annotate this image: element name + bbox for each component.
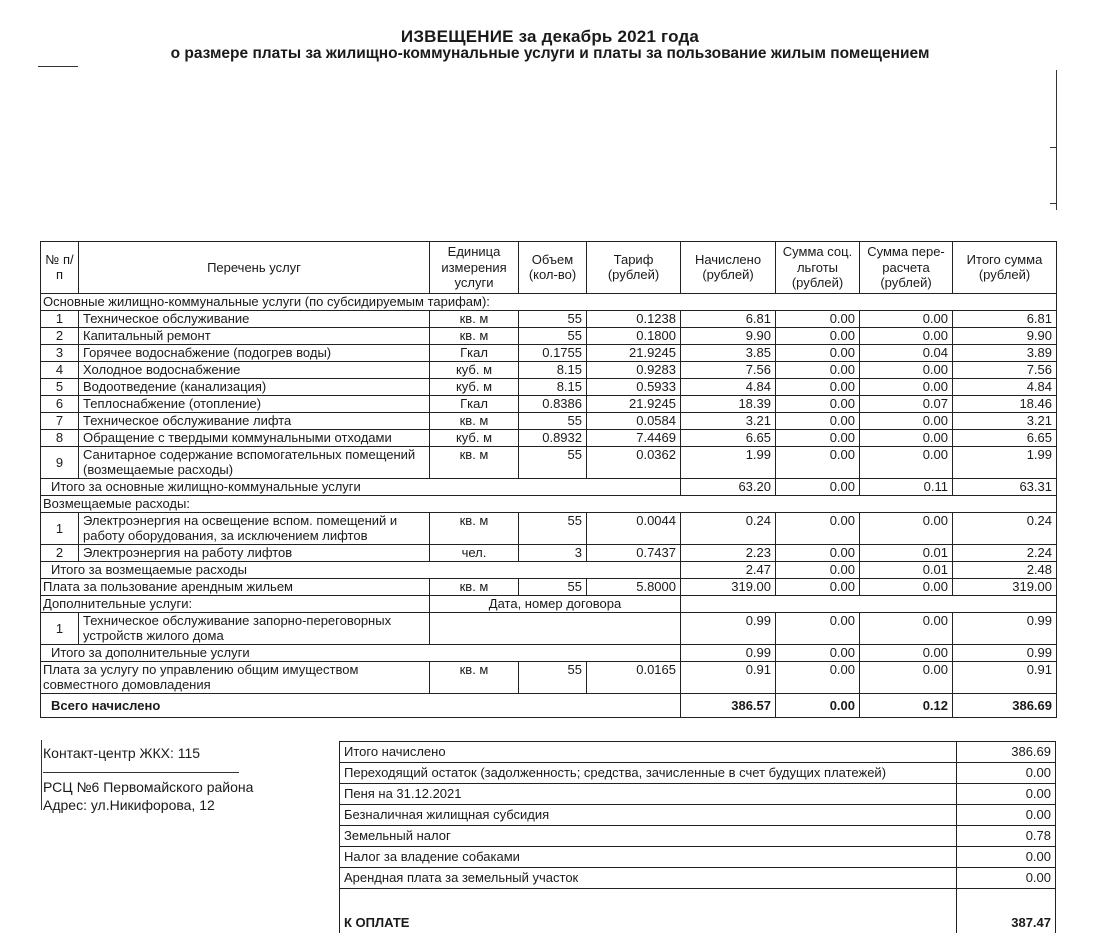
office-name: РСЦ №6 Первомайского района	[43, 779, 254, 795]
grand-total-benefit: 0.00	[776, 693, 860, 717]
row-tariff: 0.9283	[587, 361, 681, 378]
row-unit: кв. м	[430, 327, 519, 344]
subtotal-row	[41, 561, 1057, 578]
row-no: 7	[41, 412, 79, 429]
row-charged: 0.99	[681, 612, 776, 644]
row-charged: 0.24	[681, 512, 776, 544]
row-total: 4.84	[953, 378, 1057, 395]
row-service: Электроэнергия на освещение вспом. помещений и работу оборудования, за исключением лифтов	[79, 512, 430, 544]
summary-label: Земельный налог	[340, 826, 957, 847]
row-recalc: 0.00	[860, 310, 953, 327]
row-volume: 8.15	[519, 361, 587, 378]
row-no: 2	[41, 544, 79, 561]
contacts-block	[43, 744, 253, 814]
table-row	[41, 544, 1057, 561]
document-subtitle: о размере платы за жилищно-коммунальные услуги и платы за пользование жилым помещением	[170, 45, 930, 62]
margin-tick	[1050, 203, 1056, 204]
row-tariff: 7.4469	[587, 429, 681, 446]
section-row	[41, 495, 1057, 512]
services-table	[40, 241, 1057, 718]
row-total: 7.56	[953, 361, 1057, 378]
col-header-volume: Объем (кол-во)	[519, 242, 587, 294]
document-title: ИЗВЕЩЕНИЕ за декабрь 2021 года	[400, 27, 700, 46]
row-no: 6	[41, 395, 79, 412]
row-no: 4	[41, 361, 79, 378]
row-service: Санитарное содержание вспомогательных помещений (возмещаемые расходы)	[79, 446, 430, 478]
row-unit: Гкал	[430, 344, 519, 361]
subtotal-label: Итого за возмещаемые расходы	[41, 561, 681, 578]
row-recalc: 0.00	[860, 578, 953, 595]
summary-label: Безналичная жилищная субсидия	[340, 805, 957, 826]
col-header-charged: Начислено (рублей)	[681, 242, 776, 294]
section-row	[41, 595, 1057, 612]
margin-tick	[1050, 147, 1056, 148]
row-charged: 3.21	[681, 412, 776, 429]
col-header-unit: Единица измерения услуги	[430, 242, 519, 294]
col-header-benefit: Сумма соц. льготы (рублей)	[776, 242, 860, 294]
row-recalc: 0.07	[860, 395, 953, 412]
row-no: 5	[41, 378, 79, 395]
row-unit: кв. м	[430, 661, 519, 693]
row-recalc: 0.00	[860, 446, 953, 478]
row-tariff: 0.0044	[587, 512, 681, 544]
row-benefit: 0.00	[776, 344, 860, 361]
subtotal-benefit: 0.00	[776, 644, 860, 661]
row-recalc: 0.00	[860, 661, 953, 693]
row-volume: 55	[519, 512, 587, 544]
row-volume: 8.15	[519, 378, 587, 395]
row-charged: 6.65	[681, 429, 776, 446]
col-header-no: № п/п	[41, 242, 79, 294]
row-service: Холодное водоснабжение	[79, 361, 430, 378]
summary-value: 0.00	[957, 805, 1056, 826]
row-charged: 2.23	[681, 544, 776, 561]
row-unit: кв. м	[430, 310, 519, 327]
row-tariff: 0.7437	[587, 544, 681, 561]
row-recalc: 0.00	[860, 512, 953, 544]
subtotal-benefit: 0.00	[776, 561, 860, 578]
row-tariff: 0.0165	[587, 661, 681, 693]
row-benefit: 0.00	[776, 310, 860, 327]
row-volume: 0.8932	[519, 429, 587, 446]
row-contract	[430, 612, 681, 644]
row-charged: 18.39	[681, 395, 776, 412]
row-tariff: 0.1238	[587, 310, 681, 327]
subtotal-row	[41, 644, 1057, 661]
row-unit: кв. м	[430, 578, 519, 595]
summary-row	[340, 742, 1056, 763]
table-row	[41, 378, 1057, 395]
row-unit: куб. м	[430, 361, 519, 378]
row-tariff: 21.9245	[587, 344, 681, 361]
section-label-main: Основные жилищно-коммунальные услуги (по субсидируемым тарифам):	[41, 293, 1057, 310]
row-charged: 7.56	[681, 361, 776, 378]
row-total: 0.99	[953, 612, 1057, 644]
row-volume: 55	[519, 578, 587, 595]
row-benefit: 0.00	[776, 612, 860, 644]
row-tariff: 0.1800	[587, 327, 681, 344]
row-total: 9.90	[953, 327, 1057, 344]
table-row	[41, 327, 1057, 344]
row-volume: 0.8386	[519, 395, 587, 412]
table-row	[41, 310, 1057, 327]
row-total: 6.65	[953, 429, 1057, 446]
summary-value: 386.69	[957, 742, 1056, 763]
summary-label: Налог за владение собаками	[340, 847, 957, 868]
subtotal-row	[41, 478, 1057, 495]
contacts-divider	[43, 772, 239, 773]
section-row	[41, 293, 1057, 310]
subtotal-label: Итого за основные жилищно-коммунальные услуги	[41, 478, 681, 495]
row-tariff: 5.8000	[587, 578, 681, 595]
row-total: 319.00	[953, 578, 1057, 595]
subtotal-benefit: 0.00	[776, 478, 860, 495]
row-benefit: 0.00	[776, 446, 860, 478]
row-no: 2	[41, 327, 79, 344]
subtotal-charged: 2.47	[681, 561, 776, 578]
col-header-service: Перечень услуг	[79, 242, 430, 294]
row-service: Плата за пользование арендным жильем	[41, 578, 430, 595]
row-service: Обращение с твердыми коммунальными отходами	[79, 429, 430, 446]
row-service: Плата за услугу по управлению общим имуществом совместного домовладения	[41, 661, 430, 693]
row-service: Капитальный ремонт	[79, 327, 430, 344]
table-row	[41, 612, 1057, 644]
row-total: 1.99	[953, 446, 1057, 478]
row-volume: 55	[519, 446, 587, 478]
table-row	[41, 395, 1057, 412]
row-tariff: 0.0584	[587, 412, 681, 429]
table-row	[41, 344, 1057, 361]
subtotal-recalc: 0.00	[860, 644, 953, 661]
row-unit: кв. м	[430, 446, 519, 478]
table-row	[41, 412, 1057, 429]
grand-total-label: Всего начислено	[41, 693, 681, 717]
row-total: 18.46	[953, 395, 1057, 412]
row-charged: 319.00	[681, 578, 776, 595]
row-tariff: 0.0362	[587, 446, 681, 478]
row-service: Водоотведение (канализация)	[79, 378, 430, 395]
row-charged: 0.91	[681, 661, 776, 693]
summary-row	[340, 847, 1056, 868]
subtotal-label: Итого за дополнительные услуги	[41, 644, 681, 661]
row-charged: 9.90	[681, 327, 776, 344]
row-benefit: 0.00	[776, 661, 860, 693]
contacts-border	[41, 740, 42, 810]
row-tariff: 0.5933	[587, 378, 681, 395]
row-benefit: 0.00	[776, 578, 860, 595]
row-unit: кв. м	[430, 512, 519, 544]
summary-label: Итого начислено	[340, 742, 957, 763]
summary-row	[340, 784, 1056, 805]
summary-row	[340, 763, 1056, 784]
row-benefit: 0.00	[776, 361, 860, 378]
row-total: 3.89	[953, 344, 1057, 361]
summary-table	[339, 741, 1056, 933]
col-header-recalc: Сумма пере-расчета (рублей)	[860, 242, 953, 294]
row-recalc: 0.04	[860, 344, 953, 361]
row-volume: 3	[519, 544, 587, 561]
row-recalc: 0.00	[860, 327, 953, 344]
row-benefit: 0.00	[776, 412, 860, 429]
row-volume: 0.1755	[519, 344, 587, 361]
section-label-additional: Дополнительные услуги:	[41, 595, 430, 612]
row-volume: 55	[519, 412, 587, 429]
row-volume: 55	[519, 661, 587, 693]
grand-total-charged: 386.57	[681, 693, 776, 717]
row-service: Техническое обслуживание	[79, 310, 430, 327]
margin-dash	[38, 66, 78, 67]
margin-bracket	[1052, 70, 1057, 210]
summary-value: 0.00	[957, 763, 1056, 784]
row-service: Электроэнергия на работу лифтов	[79, 544, 430, 561]
row-charged: 4.84	[681, 378, 776, 395]
subtotal-total: 2.48	[953, 561, 1057, 578]
row-unit: куб. м	[430, 429, 519, 446]
row-unit: чел.	[430, 544, 519, 561]
row-total: 3.21	[953, 412, 1057, 429]
row-volume: 55	[519, 310, 587, 327]
grand-total-row	[41, 693, 1057, 717]
to-pay-value: 387.47	[957, 889, 1056, 934]
section-filler	[681, 595, 1057, 612]
row-total: 2.24	[953, 544, 1057, 561]
contract-label: Дата, номер договора	[430, 595, 681, 612]
row-no: 1	[41, 310, 79, 327]
subtotal-recalc: 0.11	[860, 478, 953, 495]
row-total: 6.81	[953, 310, 1057, 327]
management-row	[41, 661, 1057, 693]
call-center: Контакт-центр ЖКХ: 115	[43, 745, 201, 761]
row-benefit: 0.00	[776, 378, 860, 395]
summary-value: 0.00	[957, 847, 1056, 868]
office-address: Адрес: ул.Никифорова, 12	[43, 797, 215, 813]
summary-label: Пеня на 31.12.2021	[340, 784, 957, 805]
to-pay-row	[340, 889, 1056, 934]
row-benefit: 0.00	[776, 327, 860, 344]
row-tariff: 21.9245	[587, 395, 681, 412]
summary-row	[340, 805, 1056, 826]
row-recalc: 0.00	[860, 612, 953, 644]
summary-row	[340, 826, 1056, 847]
row-recalc: 0.00	[860, 412, 953, 429]
summary-value: 0.00	[957, 784, 1056, 805]
row-service: Горячее водоснабжение (подогрев воды)	[79, 344, 430, 361]
table-row	[41, 446, 1057, 478]
row-charged: 1.99	[681, 446, 776, 478]
summary-row	[340, 868, 1056, 889]
row-unit: куб. м	[430, 378, 519, 395]
subtotal-charged: 63.20	[681, 478, 776, 495]
grand-total-total: 386.69	[953, 693, 1057, 717]
row-recalc: 0.00	[860, 361, 953, 378]
rent-row	[41, 578, 1057, 595]
table-row	[41, 361, 1057, 378]
summary-label: Переходящий остаток (задолженность; средства, зачисленные в счет будущих платежей)	[340, 763, 957, 784]
row-benefit: 0.00	[776, 544, 860, 561]
row-recalc: 0.00	[860, 378, 953, 395]
summary-value: 0.00	[957, 868, 1056, 889]
to-pay-label: К ОПЛАТЕ	[340, 889, 957, 934]
row-benefit: 0.00	[776, 512, 860, 544]
subtotal-total: 0.99	[953, 644, 1057, 661]
row-no: 3	[41, 344, 79, 361]
row-recalc: 0.00	[860, 429, 953, 446]
table-row	[41, 429, 1057, 446]
row-service: Теплоснабжение (отопление)	[79, 395, 430, 412]
row-no: 9	[41, 446, 79, 478]
section-label-reimbursable: Возмещаемые расходы:	[41, 495, 1057, 512]
row-unit: Гкал	[430, 395, 519, 412]
subtotal-recalc: 0.01	[860, 561, 953, 578]
subtotal-charged: 0.99	[681, 644, 776, 661]
row-service: Техническое обслуживание лифта	[79, 412, 430, 429]
row-total: 0.24	[953, 512, 1057, 544]
row-benefit: 0.00	[776, 429, 860, 446]
table-row	[41, 512, 1057, 544]
col-header-total: Итого сумма (рублей)	[953, 242, 1057, 294]
row-no: 1	[41, 612, 79, 644]
col-header-tariff: Тариф (рублей)	[587, 242, 681, 294]
grand-total-recalc: 0.12	[860, 693, 953, 717]
table-header	[41, 242, 1057, 294]
row-total: 0.91	[953, 661, 1057, 693]
row-no: 8	[41, 429, 79, 446]
row-unit: кв. м	[430, 412, 519, 429]
row-charged: 3.85	[681, 344, 776, 361]
row-volume: 55	[519, 327, 587, 344]
row-charged: 6.81	[681, 310, 776, 327]
summary-label: Арендная плата за земельный участок	[340, 868, 957, 889]
row-no: 1	[41, 512, 79, 544]
summary-value: 0.78	[957, 826, 1056, 847]
row-recalc: 0.01	[860, 544, 953, 561]
subtotal-total: 63.31	[953, 478, 1057, 495]
row-benefit: 0.00	[776, 395, 860, 412]
row-service: Техническое обслуживание запорно-переговорных устройств жилого дома	[79, 612, 430, 644]
